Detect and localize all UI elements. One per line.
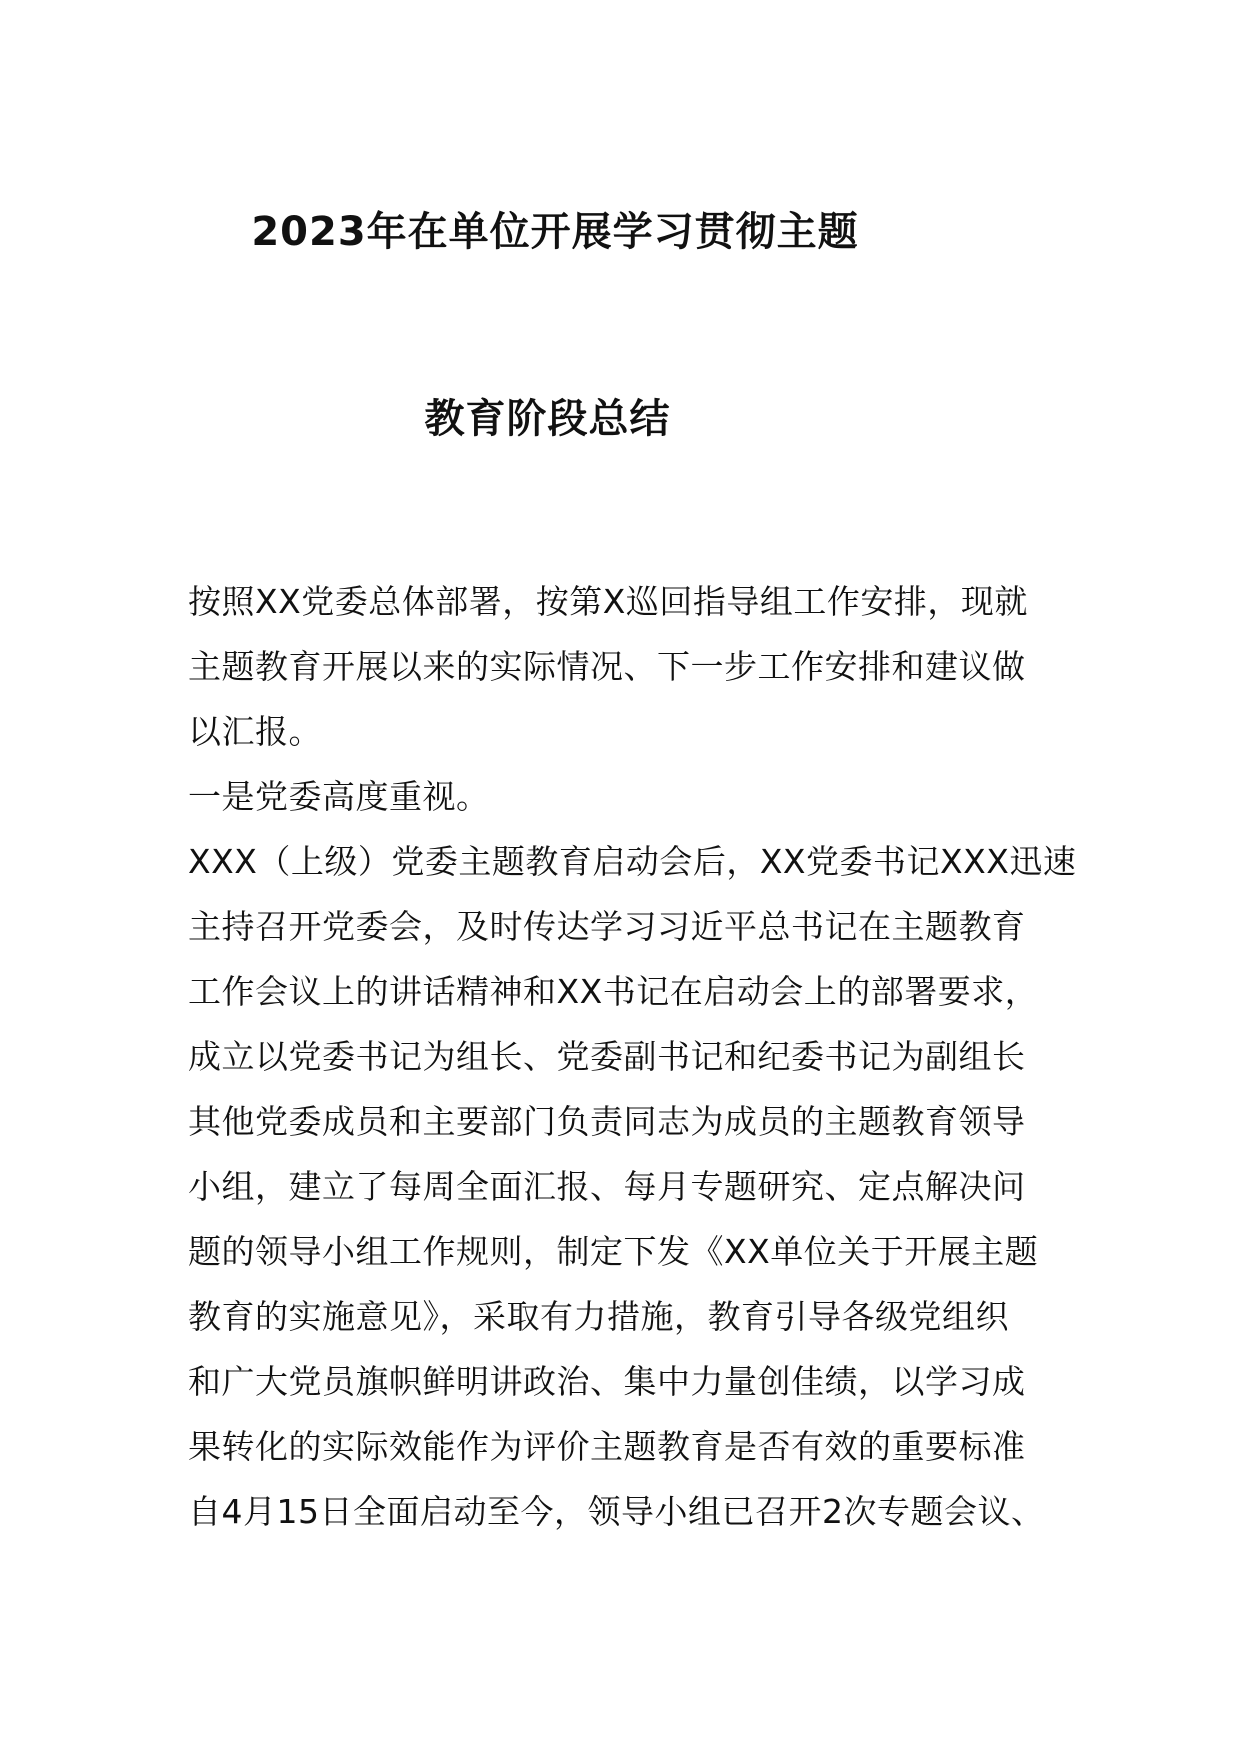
body-line: 自4月15日全面启动至今，领导小组已召开2次专题会议、 <box>188 1492 1045 1531</box>
body-line: XXX（上级）党委主题教育启动会后，XX党委书记XXX迅速 <box>188 842 1077 881</box>
body-line: 一是党委高度重视。 <box>188 777 490 816</box>
body-line: 以汇报。 <box>188 712 322 751</box>
body-line: 工作会议上的讲话精神和XX书记在启动会上的部署要求， <box>188 972 1039 1011</box>
body-line: 成立以党委书记为组长、党委副书记和纪委书记为副组长 <box>188 1037 1026 1076</box>
body-line: 教育的实施意见》，采取有力措施，教育引导各级党组织 <box>188 1297 1009 1336</box>
body-line: 果转化的实际效能作为评价主题教育是否有效的重要标准 <box>188 1427 1026 1466</box>
body-line: 主题教育开展以来的实际情况、下一步工作安排和建议做 <box>188 647 1026 686</box>
body-line: 题的领导小组工作规则，制定下发《XX单位关于开展主题 <box>188 1232 1039 1271</box>
document-body <box>188 578 1077 1553</box>
body-line: 小组，建立了每周全面汇报、每月专题研究、定点解决问 <box>188 1167 1026 1206</box>
document-title-line-1: 2023年在单位开展学习贯彻主题 <box>251 209 859 255</box>
body-line: 和广大党员旗帜鲜明讲政治、集中力量创佳绩，以学习成 <box>188 1362 1026 1401</box>
body-line: 按照XX党委总体部署，按第X巡回指导组工作安排，现就 <box>188 582 1028 621</box>
body-line: 其他党委成员和主要部门负责同志为成员的主题教育领导 <box>188 1102 1026 1141</box>
body-line: 主持召开党委会，及时传达学习习近平总书记在主题教育 <box>188 907 1026 946</box>
document-title-line-2: 教育阶段总结 <box>424 396 671 442</box>
